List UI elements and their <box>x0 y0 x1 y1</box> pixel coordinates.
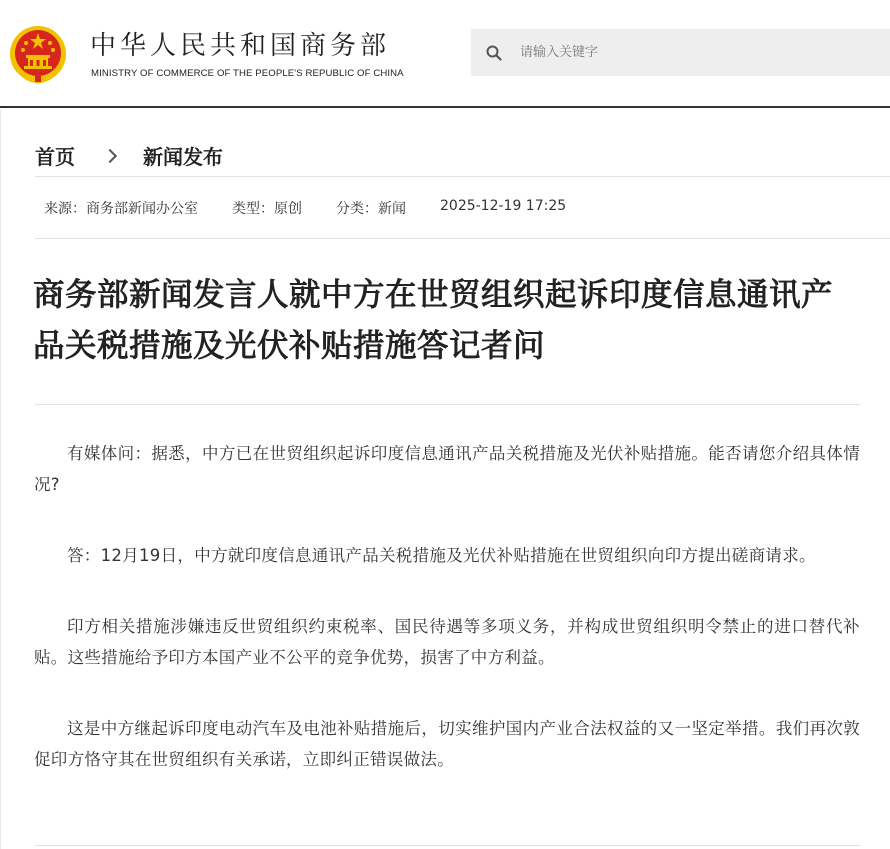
article-title: 商务部新闻发言人就中方在世贸组织起诉印度信息通讯产品关税措施及光伏补贴措施答记者问 <box>33 277 834 364</box>
meta-category: 分类：新闻 <box>336 201 406 217</box>
divider <box>35 845 860 846</box>
article-paragraph: 这是中方继起诉印度电动汽车及电池补贴措施后，切实维护国内产业合法权益的又一坚定举措。我们再次敦促印方恪守其在世贸组织有关承诺，立即纠正错误做法。 <box>34 719 860 769</box>
divider <box>35 176 890 177</box>
chevron-right-icon <box>103 148 117 162</box>
meta-source: 来源：商务部新闻办公室 <box>44 201 198 217</box>
search-box <box>471 29 890 76</box>
meta-type: 类型：原创 <box>232 201 302 217</box>
left-border <box>0 110 1 849</box>
national-emblem-icon[interactable] <box>9 24 67 84</box>
divider <box>35 238 890 239</box>
search-icon[interactable] <box>486 45 502 61</box>
divider <box>35 404 860 405</box>
site-name-english: MINISTRY OF COMMERCE OF THE PEOPLE'S REPUBLIC OF CHINA <box>91 68 404 79</box>
article-paragraph: 印方相关措施涉嫌违反世贸组织约束税率、国民待遇等多项义务，并构成世贸组织明令禁止的进口替代补贴。这些措施给予印方本国产业不公平的竞争优势，损害了中方利益。 <box>34 617 860 667</box>
article-paragraph: 有媒体问：据悉，中方已在世贸组织起诉印度信息通讯产品关税措施及光伏补贴措施。能否请您介绍具体情况? <box>34 444 860 494</box>
meta-datetime: 2025-12-19 17:25 <box>440 198 567 214</box>
breadcrumb-current-link[interactable]: 新闻发布 <box>143 145 223 169</box>
site-name[interactable]: 中华人民共和国商务部 <box>90 31 391 61</box>
breadcrumb <box>35 141 223 170</box>
search-input[interactable] <box>520 45 860 60</box>
breadcrumb-home-link[interactable]: 首页 <box>35 145 75 169</box>
article-paragraph: 答：12月19日，中方就印度信息通讯产品关税措施及光伏补贴措施在世贸组织向印方提出磋商请求。 <box>67 546 816 565</box>
article-body <box>34 438 860 815</box>
article-meta <box>44 198 600 218</box>
site-header <box>0 0 890 108</box>
